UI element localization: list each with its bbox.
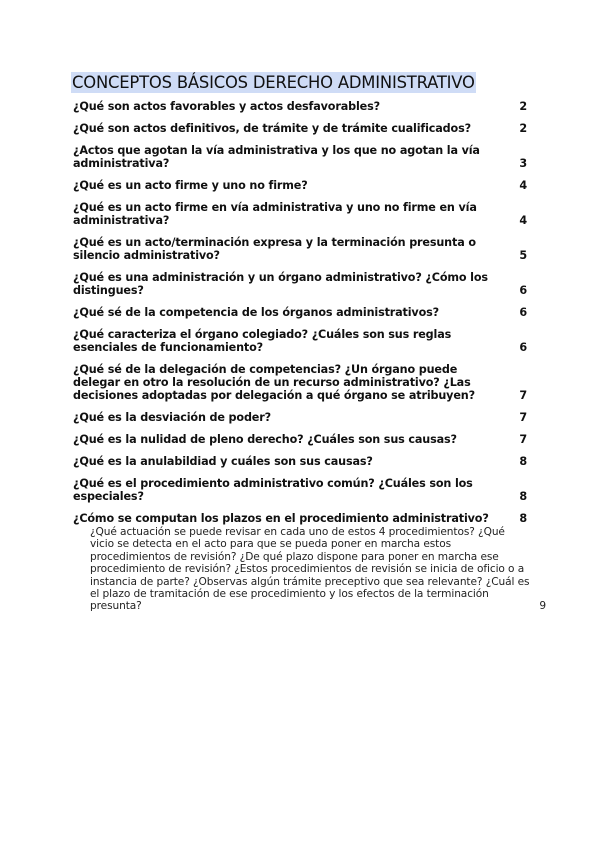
toc-page-number: 4: [519, 214, 527, 227]
toc-entry-text: ¿Qué es un acto/terminación expresa y la terminación presunta o silencio administrativo?: [73, 236, 476, 262]
toc-entry-text: ¿Qué sé de la delegación de competencias? ¿Un órgano puede delegar en otro la resolución de un recurso administrativo? ¿Las decisiones adoptadas por delegación a qué órgano se atribuyen?: [73, 363, 475, 402]
toc-page-number: 8: [519, 512, 527, 525]
toc-page-number: 7: [519, 389, 527, 402]
toc-entry-text: ¿Qué son actos favorables y actos desfavorables?: [73, 100, 380, 113]
toc-page-number: 5: [519, 249, 527, 262]
toc-sub-entry-text: ¿Qué actuación se puede revisar en cada uno de estos 4 procedimientos? ¿Qué vicio se detecta en el acto para que se pueda poner en marcha estos procedimientos de revisión? ¿De qué plazo dispone para poner en marcha ese procedimiento de revisión? ¿Estos procedimientos de revisión se inicia de oficio o a instancia de parte? ¿Observas algún trámite preceptivo que sea relevante? ¿Cuál es el plazo de tramitación de ese procedimiento y los efectos de la terminación presunta?: [90, 526, 530, 613]
toc-page-number: 2: [519, 100, 527, 113]
toc-entry-text: ¿Qué es una administración y un órgano administrativo? ¿Cómo los distingues?: [73, 271, 488, 297]
toc-page-number: 7: [519, 433, 527, 446]
toc-page-number: 2: [519, 122, 527, 135]
toc-page-number: 6: [519, 341, 527, 354]
toc-entry-text: ¿Qué es la nulidad de pleno derecho? ¿Cuáles son sus causas?: [73, 433, 457, 446]
toc-entry[interactable]: [73, 411, 527, 424]
toc-page-number: 9: [539, 600, 546, 613]
toc-entry[interactable]: [73, 328, 527, 354]
toc-entry-text: ¿Qué es la desviación de poder?: [73, 411, 271, 424]
toc-entry-text: ¿Qué sé de la competencia de los órganos administrativos?: [73, 306, 439, 319]
toc-page-number: 4: [519, 179, 527, 192]
toc-entry-text: ¿Qué es un acto firme en vía administrativa y uno no firme en vía administrativa?: [73, 201, 477, 227]
toc-entry-text: ¿Qué caracteriza el órgano colegiado? ¿Cuáles son sus reglas esenciales de funcionamiento?: [73, 328, 452, 354]
toc-entry-text: ¿Qué es el procedimiento administrativo común? ¿Cuáles son los especiales?: [73, 477, 473, 503]
toc-entry[interactable]: [73, 100, 527, 113]
toc-sub-entry[interactable]: [90, 526, 546, 613]
toc-entry[interactable]: [73, 455, 527, 468]
table-of-contents: [73, 100, 546, 613]
toc-entry-text: ¿Actos que agotan la vía administrativa y los que no agotan la vía administrativa?: [73, 144, 480, 170]
toc-entry-text: ¿Cómo se computan los plazos en el procedimiento administrativo?: [73, 512, 489, 525]
toc-entry-text: ¿Qué es un acto firme y uno no firme?: [73, 179, 308, 192]
toc-entry[interactable]: [73, 306, 527, 319]
toc-page-number: 6: [519, 306, 527, 319]
document-title: CONCEPTOS BÁSICOS DERECHO ADMINISTRATIVO: [72, 73, 475, 92]
toc-entry[interactable]: [73, 271, 527, 297]
toc-page-number: 6: [519, 284, 527, 297]
toc-entry[interactable]: [73, 512, 527, 525]
toc-page-number: 3: [519, 157, 527, 170]
toc-entry[interactable]: [73, 122, 527, 135]
toc-entry[interactable]: [73, 363, 527, 402]
toc-page-number: 8: [519, 490, 527, 503]
toc-page-number: 8: [519, 455, 527, 468]
toc-entry[interactable]: [73, 236, 527, 262]
toc-entry[interactable]: [73, 433, 527, 446]
toc-entry[interactable]: [73, 477, 527, 503]
toc-entry[interactable]: [73, 179, 527, 192]
toc-entry[interactable]: [73, 144, 527, 170]
toc-entry-text: ¿Qué es la anulabildiad y cuáles son sus causas?: [73, 455, 373, 468]
toc-page-number: 7: [519, 411, 527, 424]
toc-entry-text: ¿Qué son actos definitivos, de trámite y de trámite cualificados?: [73, 122, 471, 135]
toc-entry[interactable]: [73, 201, 527, 227]
